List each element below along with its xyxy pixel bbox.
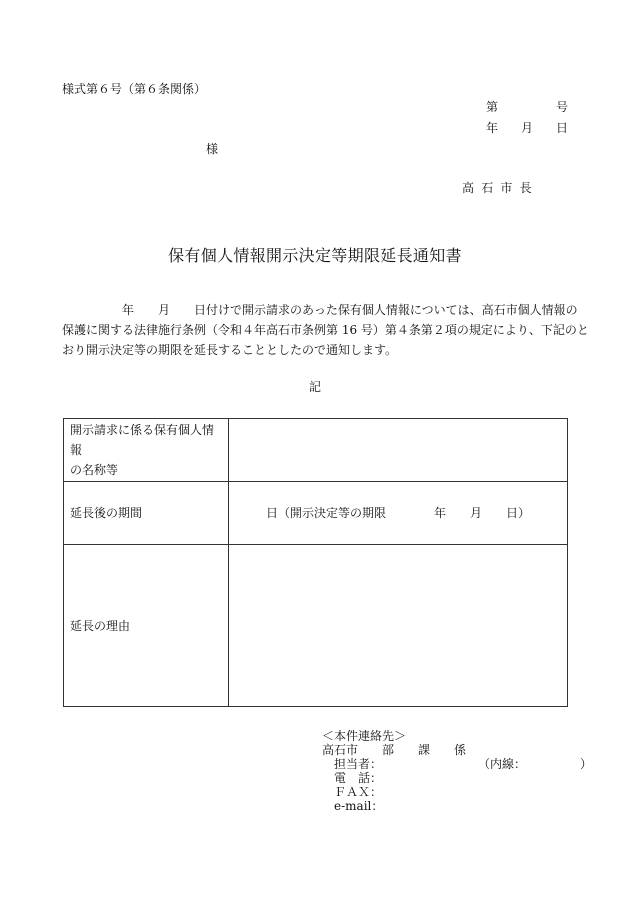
contact-header: ＜本件連絡先＞: [322, 729, 407, 743]
table-value-name: [229, 419, 568, 482]
date-month: 月: [521, 121, 534, 135]
issue-date: [486, 122, 568, 136]
table-value-reason: [229, 545, 568, 707]
contact-fax: ＦＡＸ：: [322, 785, 383, 799]
contact-email: e-mail：: [322, 799, 384, 813]
document-number-suffix: 号: [555, 100, 568, 114]
document-title: 保有個人情報開示決定等期限延長通知書: [168, 246, 462, 265]
table-label-line: 開示請求に係る保有個人情報: [70, 423, 215, 457]
ki-heading: 記: [308, 380, 321, 394]
contact-person: 担当者： （内線： ）: [322, 757, 593, 771]
table-label-period: 延長後の期間: [64, 482, 229, 545]
table-label-line: の名称等: [70, 463, 119, 477]
table-label-name: [64, 419, 229, 482]
form-number: 様式第６号（第６条関係）: [62, 82, 207, 96]
table-row: [64, 419, 568, 482]
body-paragraph: [62, 300, 589, 360]
table-value-period: 日（開示決定等の期限 年 月 日）: [229, 482, 568, 545]
date-year: 年: [486, 121, 499, 135]
body-line: 年 月 日付けで開示請求のあった保有個人情報については、高石市個人情報の: [62, 303, 578, 317]
table-label-reason: 延長の理由: [64, 545, 229, 707]
contact-block: [322, 729, 592, 813]
date-day: 日: [555, 121, 568, 135]
contact-dept: 高石市 部 課 係: [322, 743, 467, 757]
body-line: 保護に関する法律施行条例（令和４年高石市条例第 16 号）第４条第２項の規定により、下記のと: [62, 323, 589, 337]
table-row: [64, 545, 568, 707]
document-number-prefix: 第: [486, 100, 499, 114]
table-row: [64, 482, 568, 545]
addressee: 様: [206, 142, 219, 156]
contact-phone: 電 話：: [322, 771, 383, 785]
sender: 高石市長: [462, 181, 539, 195]
info-table: [63, 418, 568, 707]
body-line: おり開示決定等の期限を延長することとしたので通知します。: [62, 343, 398, 357]
